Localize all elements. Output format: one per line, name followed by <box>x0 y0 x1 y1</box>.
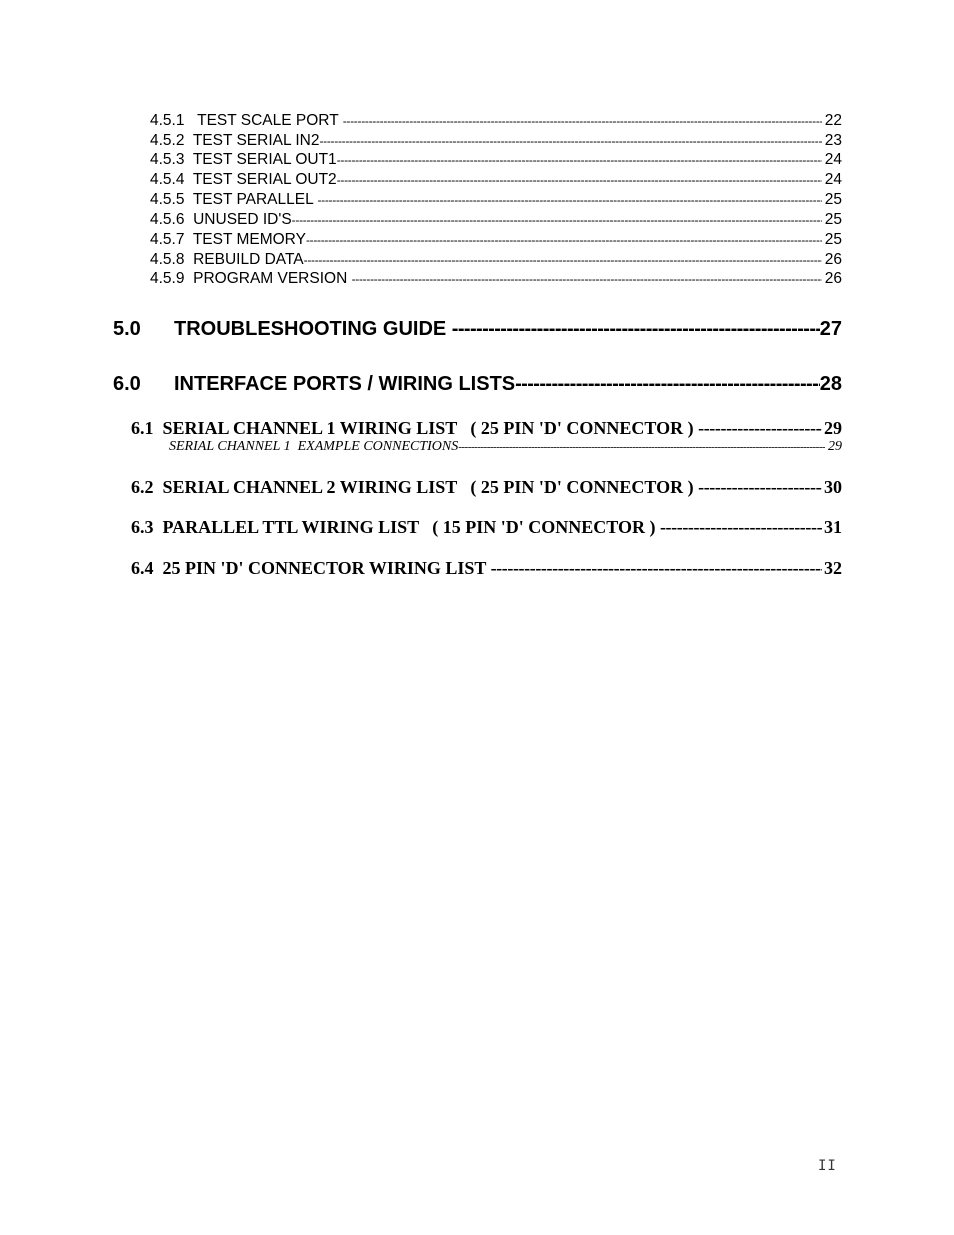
toc-page-number: 26 <box>824 270 842 287</box>
toc-title: 25 PIN 'D' CONNECTOR WIRING LIST <box>162 558 487 578</box>
toc-title: UNUSED ID'S <box>193 211 292 228</box>
toc-page-number: 32 <box>824 558 842 578</box>
toc-number: 6.2 <box>131 477 154 497</box>
toc-number: 6.3 <box>131 517 154 537</box>
toc-number: 4.5.7 <box>150 231 185 248</box>
toc-page-number: 25 <box>824 191 842 208</box>
toc-title: PARALLEL TTL WIRING LIST ( 15 PIN 'D' CONNECTOR ) <box>162 517 656 537</box>
dot-leader <box>458 441 825 453</box>
toc-entry-6-2[interactable] <box>131 477 842 498</box>
toc-title: REBUILD DATA <box>193 251 304 268</box>
dot-leader <box>698 477 822 498</box>
toc-entry-6-1[interactable] <box>131 418 842 439</box>
toc-number: 4.5.1 <box>150 112 185 129</box>
dot-leader <box>317 193 821 207</box>
toc-title: SERIAL CHANNEL 2 WIRING LIST ( 25 PIN 'D' CONNECTOR ) <box>162 477 694 497</box>
toc-entry-4-5-8[interactable] <box>150 251 842 269</box>
dot-leader <box>337 153 822 167</box>
toc-number: 6.1 <box>131 418 154 438</box>
toc-page-number: 25 <box>824 211 842 228</box>
toc-page-number: 29 <box>824 418 842 438</box>
toc-number: 4.5.2 <box>150 132 185 149</box>
toc-number: 4.5.6 <box>150 211 185 228</box>
toc-title: TEST MEMORY <box>192 231 306 248</box>
toc-page-number: 22 <box>824 112 842 129</box>
toc-entry-5-0[interactable] <box>113 318 842 341</box>
toc-page-number: 24 <box>824 171 842 188</box>
dot-leader <box>352 272 822 286</box>
toc-entry-4-5-3[interactable] <box>150 151 842 169</box>
toc-title: PROGRAM VERSION <box>193 270 348 287</box>
toc-number: 4.5.5 <box>150 191 185 208</box>
toc-page-number: 26 <box>824 251 842 268</box>
toc-page-number: 28 <box>819 373 842 395</box>
toc-entry-4-5-4[interactable] <box>150 171 842 189</box>
toc-title: TEST SCALE PORT <box>197 112 339 129</box>
toc-entry-6-1-example[interactable] <box>169 439 842 455</box>
toc-number: 4.5.8 <box>150 251 185 268</box>
dot-leader <box>660 517 822 538</box>
toc-entry-4-5-7[interactable] <box>150 231 842 249</box>
toc-page-number: 23 <box>824 132 842 149</box>
toc-number: 4.5.3 <box>150 151 185 168</box>
toc-page-number: 24 <box>824 151 842 168</box>
toc-page-number: 25 <box>824 231 842 248</box>
dot-leader <box>515 373 820 396</box>
dot-leader <box>319 134 821 148</box>
toc-page-number: 29 <box>828 439 842 454</box>
toc-title: TEST PARALLEL <box>192 191 314 208</box>
toc-title: INTERFACE PORTS / WIRING LISTS <box>174 373 516 395</box>
page-number-footer: II <box>818 1158 837 1174</box>
toc-entry-6-3[interactable] <box>131 517 842 538</box>
toc-title: SERIAL CHANNEL 1 WIRING LIST ( 25 PIN 'D' CONNECTOR ) <box>162 418 694 438</box>
toc-title: TROUBLESHOOTING GUIDE <box>174 318 447 340</box>
toc-title: TEST SERIAL IN2 <box>192 132 320 149</box>
toc-page-number: 31 <box>824 517 842 537</box>
toc-number: 4.5.9 <box>150 270 185 287</box>
dot-leader <box>292 213 822 227</box>
toc-page-number: 27 <box>819 318 842 340</box>
dot-leader <box>452 318 820 341</box>
dot-leader <box>491 558 822 579</box>
toc-number: 4.5.4 <box>150 171 185 188</box>
toc-entry-4-5-2[interactable] <box>150 132 842 150</box>
dot-leader <box>698 418 822 439</box>
toc-entry-6-4[interactable] <box>131 558 842 579</box>
dot-leader <box>343 114 822 128</box>
toc-entry-4-5-5[interactable] <box>150 191 842 209</box>
toc-title: TEST SERIAL OUT2 <box>192 171 337 188</box>
toc-number: 6.0 <box>113 373 141 395</box>
dot-leader <box>337 173 822 187</box>
toc-entry-4-5-1[interactable] <box>150 112 842 130</box>
toc-number: 6.4 <box>131 558 154 578</box>
toc-page-number: 30 <box>824 477 842 497</box>
dot-leader <box>306 233 822 247</box>
toc-number: 5.0 <box>113 318 141 340</box>
toc-entry-4-5-6[interactable] <box>150 211 842 229</box>
toc-entry-6-0[interactable] <box>113 373 842 396</box>
toc-entry-4-5-9[interactable] <box>150 270 842 288</box>
toc-title: TEST SERIAL OUT1 <box>192 151 337 168</box>
toc-title: SERIAL CHANNEL 1 EXAMPLE CONNECTIONS <box>169 439 459 454</box>
dot-leader <box>304 253 822 267</box>
